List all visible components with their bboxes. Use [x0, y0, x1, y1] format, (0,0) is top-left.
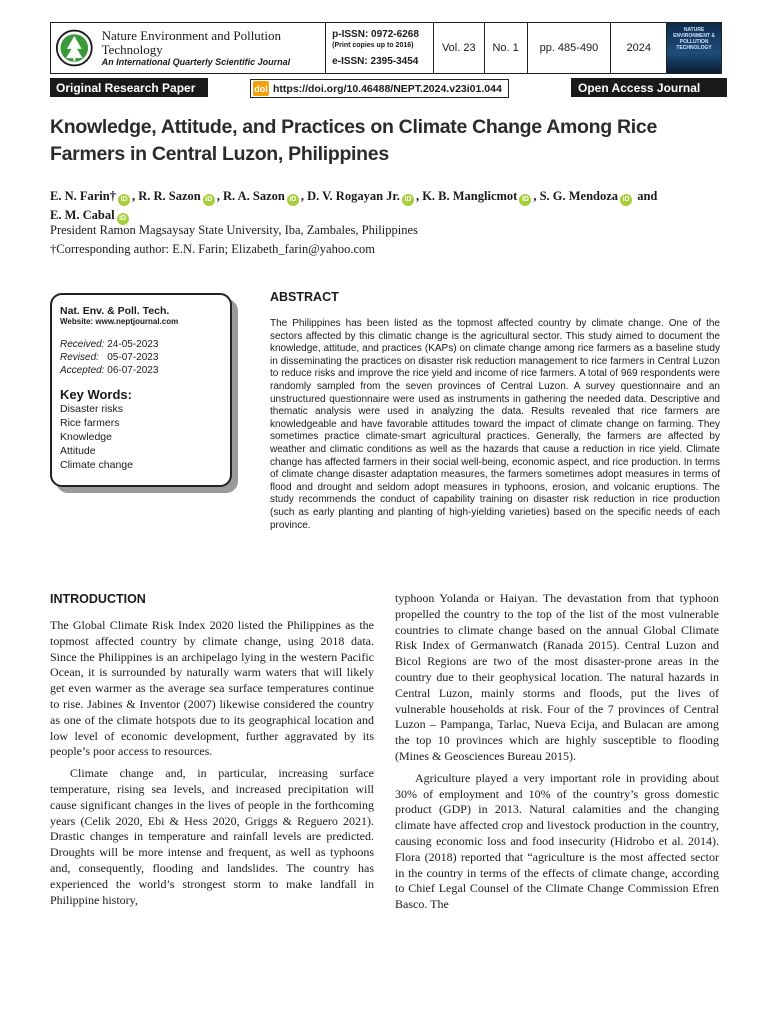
author: R. R. Sazon — [138, 189, 201, 203]
issue-number: No. 1 — [485, 23, 528, 73]
keyword: Knowledge — [60, 431, 112, 443]
doi-link[interactable]: https://doi.org/10.46488/NEPT.2024.v23i01.044 — [273, 82, 502, 95]
received-date: Received: 24-05-2023 — [60, 339, 159, 350]
paragraph: Climate change and, in particular, increasing surface temperature, rising sea levels, and increased precipitation will cause significant changes in the lives of people in the forthcoming years (Celik 2020, Ebi & Hess 2020, Griggs & Reguero 2021). Drastic changes in temperature and rainfall levels are predicted. Droughts will be more intense and frequent, as well as typhoons and, consequently, flooding and landslides. The country has experienced the world’s strongest storm to make landfall in Philippine history, — [50, 766, 374, 907]
doi-icon: doi — [253, 81, 269, 96]
p-issn: p-ISSN: 0972-6268 — [332, 29, 419, 40]
author: E. M. Cabal — [50, 208, 115, 222]
keyword: Disaster risks — [60, 403, 124, 415]
orcid-icon[interactable]: iD — [117, 213, 129, 225]
keywords-heading: Key Words: — [60, 387, 132, 402]
journal-short-name: Nat. Env. & Poll. Tech. — [60, 305, 170, 317]
year: 2024 — [611, 23, 667, 73]
left-column — [50, 618, 374, 908]
journal-name: Nature Environment and Pollution Technology — [101, 28, 282, 57]
abstract-text: The Philippines has been listed as the topmost affected country by climate change. One of the sectors affected by this climatic change is the agricultural sector. This study aimed to document the knowledge, attitude, and practices (KAPs) on climate change among rice farmers as a baseline study in disseminating the practices on disaster risk reduction management to rice farmers in Central Luzon to reduce risks and improve the rice yield and income of rice farmers. A total of 969 respondents were randomly sampled from the seven provinces of Central Luzon. A survey questionnaire and an unstructured questionnaire were used as instruments in gathering the needed data. Descriptive and thematic analysis were used in analyzing the data. Results revealed that rice farmers are knowledgeable and have favorable attitudes toward the impact of climate change on farming. They sometimes practice climate-smart agricultural practices. Generally, the farmers are affected by weather and climatic conditions as well as the hazards that cause a reduction in rice yield. Climate change has affected farmers in their social well-being, economic aspect, and rice production. In terms of climate change disaster adaptation measures, the farmers sometimes adopt measures in terms of flood and drought and seldom adopt measures in typhoons, erosion, and volcanic eruptions. The study recommends the conduct of capability training on disaster risk reduction in rice production (such as early planting and planting of high-yielding varieties) based on the specific needs of each province. — [270, 318, 720, 531]
revised-date: Revised: 05-07-2023 — [60, 352, 159, 363]
journal-subtitle: An International Quarterly Scientific Journal — [101, 57, 291, 67]
orcid-icon[interactable]: iD — [118, 194, 130, 206]
journal-cover-thumbnail — [667, 23, 721, 73]
p-issn-note: (Print copies up to 2016) — [332, 42, 414, 49]
right-column — [395, 591, 719, 913]
e-issn: e-ISSN: 2395-3454 — [332, 56, 419, 67]
author: S. G. Mendoza — [539, 189, 619, 203]
article-type-label: Original Research Paper — [50, 78, 208, 97]
keyword: Attitude — [60, 445, 96, 457]
corresponding-author: †Corresponding author: E.N. Farin; Elizabeth_farin@yahoo.com — [50, 242, 375, 256]
issn-block — [326, 23, 434, 73]
paragraph: The Global Climate Risk Index 2020 listed the Philippines as the topmost affected country by climate change, using 2018 data. Since the Philippines is an archipelago lying in the western Pacific Ocean, it is surrounded by naturally warm waters that will likely get even warmer as the average sea surface temperatures continue to rise. Jabines & Inventor (2007) likewise considered the country as one of the climate hotspots due to its geographical location and low level of economic development, further aggravated by its people’s poor access to resources. — [50, 618, 374, 759]
author: D. V. Rogayan Jr. — [307, 189, 400, 203]
orcid-icon[interactable]: iD — [287, 194, 299, 206]
orcid-icon[interactable]: iD — [620, 194, 632, 206]
author-conjunction: and — [637, 189, 658, 203]
journal-website[interactable]: Website: www.neptjournal.com — [60, 317, 179, 326]
doi-box[interactable] — [250, 79, 509, 98]
paragraph: Agriculture played a very important role in providing about 30% of employment and 10% of the country’s gross domestic product (GDP) in 2013. Natural calamities and the changing climate have affected crop and livestock production in the country, causing economic loss and food insecurity (Hidrobo et al. 2014). Flora (2018) reported that “agriculture is the most affected sector in the country in terms of the effects of climate change, according to Chief Legal Counsel of the Climate Change Commission Efren Basco. The — [395, 770, 719, 912]
abstract-heading: ABSTRACT — [270, 290, 339, 304]
page-range: pp. 485-490 — [528, 23, 612, 73]
keyword: Rice farmers — [60, 417, 120, 429]
volume: Vol. 23 — [434, 23, 485, 73]
orcid-icon[interactable]: iD — [203, 194, 215, 206]
accepted-date: Accepted: 06-07-2023 — [60, 365, 159, 376]
cover-text: NATURE ENVIRONMENT & POLLUTION TECHNOLOGY — [673, 27, 716, 51]
author-list: E. N. Farin† iD , R. R. Sazon iD , R. A. Sazon iD , D. V. Rogayan Jr. iD , K. B. Manglicmot iD , S. G. Mendoza iD and E. M. Cabal iD — [50, 187, 730, 225]
journal-logo-icon — [55, 27, 94, 69]
orcid-icon[interactable]: iD — [519, 194, 531, 206]
author: K. B. Manglicmot — [422, 189, 518, 203]
keyword: Climate change — [60, 459, 133, 471]
orcid-icon[interactable]: iD — [402, 194, 414, 206]
journal-brand — [51, 23, 326, 73]
article-info-box — [50, 293, 232, 487]
journal-header — [50, 22, 722, 74]
open-access-label: Open Access Journal — [571, 78, 727, 97]
introduction-heading: INTRODUCTION — [50, 592, 146, 606]
paper-title: Knowledge, Attitude, and Practices on Climate Change Among Rice Farmers in Central Luzon, Philippines — [50, 116, 657, 165]
author: E. N. Farin† — [50, 189, 116, 203]
paragraph: typhoon Yolanda or Haiyan. The devastation from that typhoon propelled the country to the top of the list of the most vulnerable countries to climate change based on the annual Global Climate Risk Index of Germanwatch (Ranada 2015). Central Luzon and Bicol Regions are two of the most disaster-prone areas in the country due to their geophysical location. The natural hazards in Central Luzon, mainly storms and floods, put the lives of vulnerable households at risk. Four of the 7 provinces of Central Luzon – Pampanga, Tarlac, Nueva Ecija, and Bulacan are among the top 10 provinces which are highly susceptible to flooding (Mines & Geosciences Bureau 2015). — [395, 591, 719, 763]
author: R. A. Sazon — [223, 189, 285, 203]
affiliation: President Ramon Magsaysay State University, Iba, Zambales, Philippines — [50, 223, 418, 237]
